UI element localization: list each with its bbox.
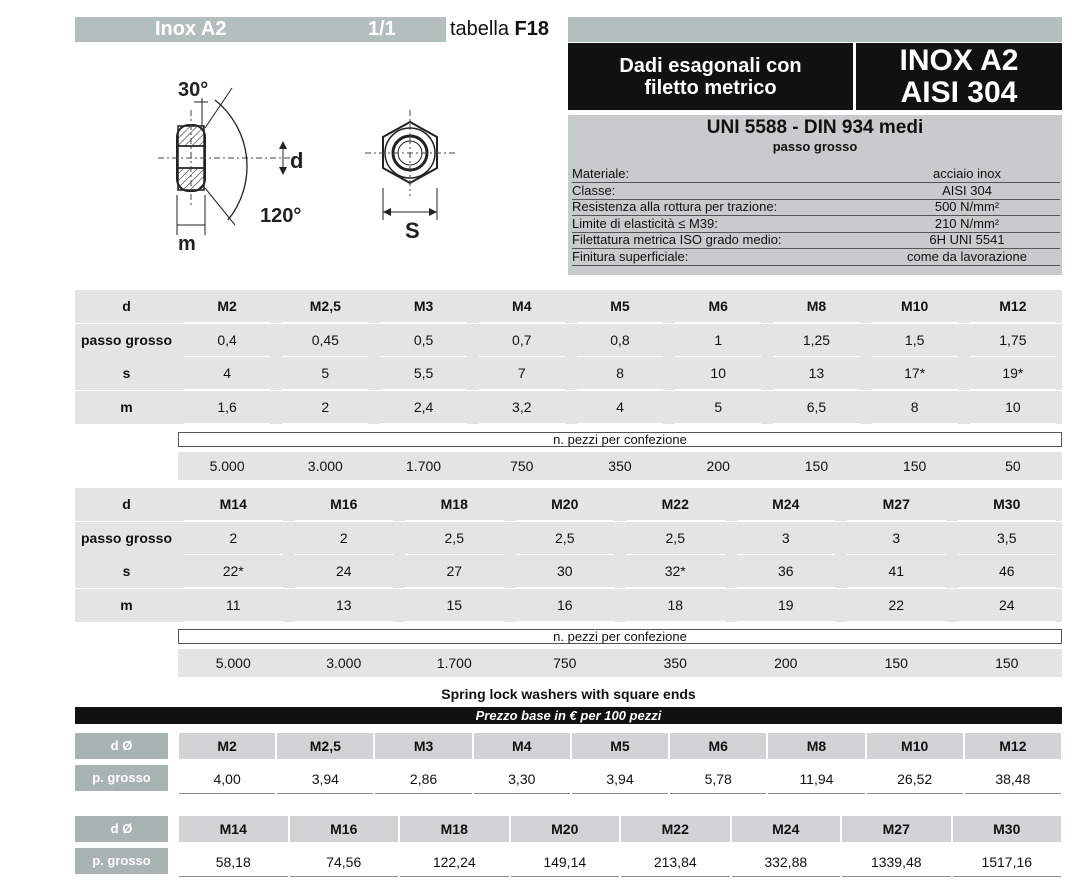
cell-divider	[577, 423, 663, 424]
value-cell: 0,45	[311, 331, 339, 348]
value-cell: 22*	[222, 563, 244, 579]
size-cell: M12	[999, 298, 1027, 314]
pack-quantity: 5.000	[215, 655, 251, 671]
value-cell: 36	[777, 563, 794, 579]
table-row	[75, 522, 1062, 555]
cell-divider	[184, 423, 270, 424]
size-cell: M18	[440, 496, 468, 512]
property-label: Filettatura metrica ISO grado medio:	[572, 232, 782, 247]
value-cell: 19	[777, 596, 794, 613]
product-title-line1: Dadi esagonali con	[619, 54, 802, 77]
cell-divider	[282, 423, 368, 424]
pack-quantity: 200	[706, 458, 730, 474]
value-cell: 0,7	[512, 331, 532, 348]
value-cell: 1	[714, 331, 723, 348]
value-cell: 22	[888, 596, 905, 613]
pack-quantity: 150	[884, 655, 908, 671]
property-row	[572, 166, 1060, 183]
price-size-cell: M16	[290, 816, 399, 842]
price-value-cell: 332,88	[732, 848, 841, 877]
property-value: 500 N/mm²	[934, 199, 1000, 214]
price-value-cell: 58,18	[179, 848, 288, 877]
size-cell: M3	[413, 298, 434, 314]
price-label-pitch: p. grosso	[75, 765, 168, 791]
price-size-cell: M4	[474, 733, 570, 759]
property-value: 210 N/mm²	[934, 215, 1000, 231]
row-label: d	[122, 298, 131, 314]
pack-label-1: n. pezzi per confezione	[178, 432, 1062, 447]
cell-divider	[958, 621, 1057, 622]
table-row	[75, 324, 1062, 357]
value-cell: 1,75	[999, 331, 1027, 348]
value-cell: 2,5	[444, 529, 464, 546]
value-cell: 19*	[1002, 365, 1024, 381]
pack-quantity: 200	[774, 655, 798, 671]
price-value-cell: 74,56	[290, 848, 399, 877]
value-cell: 1,6	[217, 398, 237, 415]
property-row	[572, 199, 1060, 216]
price-label-size: d Ø	[75, 816, 168, 842]
value-cell: 24	[998, 596, 1015, 613]
value-cell: 17*	[904, 365, 926, 381]
price-size-cell: M22	[621, 816, 730, 842]
cell-divider	[184, 621, 283, 622]
property-row	[572, 216, 1060, 233]
angle-top-label: 30°	[178, 79, 209, 101]
price-value-cell: 3,30	[474, 765, 570, 794]
size-cell: M20	[551, 496, 579, 512]
table-row	[75, 391, 1062, 424]
size-cell: M5	[610, 298, 630, 314]
price-value-cell: 213,84	[621, 848, 730, 877]
row-label: s	[122, 563, 131, 579]
table-code: F18	[514, 18, 549, 40]
pack-row-1	[178, 452, 1062, 480]
value-cell: 41	[888, 563, 905, 579]
row-label: s	[122, 365, 131, 381]
cell-divider	[872, 423, 958, 424]
price-size-cell: M2,5	[277, 733, 373, 759]
price-value-cell: 5,78	[670, 765, 766, 794]
price-value-cell: 4,00	[179, 765, 275, 794]
property-label: Finitura superficiale:	[572, 248, 689, 264]
cell-divider	[970, 423, 1056, 424]
price-size-cell: M5	[572, 733, 668, 759]
price-value-cell: 3,94	[277, 765, 373, 794]
value-cell: 13	[335, 596, 352, 613]
product-title	[568, 43, 853, 110]
value-cell: 2,5	[555, 529, 575, 546]
property-label: Resistenza alla rottura per trazione:	[572, 199, 778, 214]
header-material: Inox A2	[155, 18, 227, 40]
value-cell: 5,5	[413, 365, 434, 381]
pack-quantity: 1.700	[436, 655, 472, 671]
price-size-cell: M10	[867, 733, 963, 759]
cell-divider	[847, 621, 946, 622]
table-code-label	[446, 17, 568, 42]
value-cell: 8	[616, 365, 624, 381]
value-cell: 2	[339, 529, 348, 546]
size-cell: M6	[708, 298, 728, 314]
pack-label-2: n. pezzi per confezione	[178, 629, 1062, 644]
pack-quantity: 1.700	[406, 458, 442, 474]
price-size-cell: M20	[511, 816, 620, 842]
cell-divider	[516, 621, 615, 622]
row-label: d	[122, 496, 131, 512]
value-cell: 18	[667, 596, 684, 613]
d-dimension-label: d	[290, 148, 304, 173]
product-title-line2: filetto metrico	[644, 76, 777, 99]
material-line1: INOX A2	[899, 44, 1019, 77]
value-cell: 46	[998, 563, 1015, 579]
size-cell: M10	[901, 298, 929, 314]
value-cell: 2	[229, 529, 238, 546]
value-cell: 27	[446, 563, 463, 579]
norm-title: UNI 5588 - DIN 934 medi	[706, 117, 924, 138]
price-value-cell: 1517,16	[953, 848, 1062, 877]
header-page: 1/1	[368, 18, 396, 40]
value-cell: 6,5	[806, 398, 827, 415]
value-cell: 0,8	[610, 331, 630, 348]
pack-quantity: 350	[663, 655, 687, 671]
value-cell: 24	[335, 563, 352, 579]
cell-divider	[626, 621, 725, 622]
price-size-cell: M30	[953, 816, 1062, 842]
cell-divider	[773, 423, 859, 424]
size-cell: M14	[219, 496, 247, 512]
size-cell: M27	[882, 496, 910, 512]
material-box	[856, 43, 1062, 110]
property-label: Limite di elasticità ≤ M39:	[572, 215, 718, 231]
pack-quantity: 3.000	[307, 458, 343, 474]
size-cell: M2	[217, 298, 237, 314]
price-value-cell: 3,94	[572, 765, 668, 794]
table-row	[75, 589, 1062, 622]
price-value-cell: 149,14	[511, 848, 620, 877]
price-value-cell: 38,48	[965, 765, 1061, 794]
value-cell: 32*	[664, 563, 686, 579]
pack-quantity: 750	[553, 655, 577, 671]
row-label: passo grosso	[80, 331, 173, 348]
value-cell: 3,5	[997, 529, 1017, 546]
price-value-cell: 11,94	[768, 765, 864, 794]
value-cell: 11	[225, 596, 241, 613]
pack-row-2	[178, 649, 1062, 677]
table-row	[75, 488, 1062, 521]
size-cell: M16	[330, 496, 358, 512]
price-label-size: d Ø	[75, 733, 168, 759]
property-value: acciaio inox	[933, 166, 1001, 181]
price-value-cell: 122,24	[400, 848, 509, 877]
price-value-cell: 26,52	[867, 765, 963, 794]
value-cell: 0,4	[217, 331, 237, 348]
value-cell: 7	[517, 365, 526, 381]
pack-quantity: 350	[608, 458, 632, 474]
value-cell: 3,2	[512, 398, 532, 415]
cell-divider	[380, 423, 466, 424]
value-cell: 30	[556, 563, 573, 579]
value-cell: 5	[321, 365, 330, 381]
cell-divider	[675, 423, 761, 424]
value-cell: 4	[223, 365, 231, 381]
cell-divider	[295, 621, 394, 622]
value-cell: 10	[710, 365, 726, 381]
property-label: Classe:	[572, 182, 616, 198]
row-label: passo grosso	[80, 529, 173, 546]
size-cell: M4	[512, 298, 532, 314]
property-value: come da lavorazione	[907, 248, 1027, 264]
price-value-cell: 1339,48	[842, 848, 951, 877]
value-cell: 15	[446, 596, 463, 613]
price-size-cell: M27	[842, 816, 951, 842]
value-cell: 3	[781, 529, 790, 546]
cell-divider	[405, 621, 504, 622]
pack-quantity: 3.000	[326, 655, 362, 671]
m-dimension-label: m	[178, 233, 196, 255]
value-cell: 0,5	[413, 331, 434, 348]
norm-subtitle: passo grosso	[772, 139, 858, 154]
table-row	[75, 357, 1062, 390]
value-cell: 4	[616, 398, 624, 415]
value-cell: 1,25	[802, 331, 831, 348]
price-size-cell: M18	[400, 816, 509, 842]
pack-quantity: 750	[510, 458, 534, 474]
property-label: Materiale:	[572, 166, 630, 181]
table-row	[75, 555, 1062, 588]
property-value: AISI 304	[942, 182, 992, 198]
row-label: m	[120, 596, 133, 613]
property-value: 6H UNI 5541	[929, 232, 1005, 247]
value-cell: 10	[1005, 398, 1021, 415]
value-cell: 1,5	[904, 331, 925, 348]
angle-side-label: 120°	[260, 205, 302, 227]
front-view	[365, 110, 455, 220]
price-header-bar: Prezzo base in € per 100 pezzi	[75, 707, 1062, 724]
value-cell: 3	[892, 529, 901, 546]
value-cell: 5	[714, 398, 723, 415]
price-size-cell: M24	[732, 816, 841, 842]
material-line2: AISI 304	[900, 76, 1018, 109]
price-value-cell: 2,86	[375, 765, 471, 794]
price-size-cell: M14	[179, 816, 288, 842]
size-cell: M22	[661, 496, 689, 512]
property-row	[572, 183, 1060, 200]
pack-quantity: 150	[995, 655, 1019, 671]
table-prefix: tabella	[450, 18, 515, 40]
row-label: m	[120, 398, 133, 415]
header-bar	[75, 17, 1062, 42]
property-row	[572, 232, 1060, 249]
size-cell: M30	[993, 496, 1021, 512]
cell-divider	[737, 621, 836, 622]
pack-quantity: 150	[804, 458, 829, 474]
spring-washers-title: Spring lock washers with square ends	[441, 686, 696, 702]
property-row	[572, 249, 1060, 266]
pack-quantity: 5.000	[209, 458, 245, 474]
nut-drawing	[150, 60, 460, 280]
price-size-cell: M12	[965, 733, 1061, 759]
size-cell: M24	[772, 496, 800, 512]
cell-divider	[479, 423, 565, 424]
table-row	[75, 290, 1062, 323]
price-label-pitch: p. grosso	[75, 848, 168, 874]
price-size-cell: M2	[179, 733, 275, 759]
price-size-cell: M6	[670, 733, 766, 759]
pack-quantity: 50	[1005, 458, 1021, 474]
value-cell: 13	[808, 365, 825, 381]
value-cell: 2	[321, 398, 330, 415]
size-cell: M2,5	[309, 298, 341, 314]
value-cell: 2,5	[665, 529, 685, 546]
value-cell: 16	[556, 596, 573, 613]
value-cell: 2,4	[413, 398, 434, 415]
price-size-cell: M8	[768, 733, 864, 759]
norm-box	[568, 115, 1062, 275]
value-cell: 8	[910, 398, 919, 415]
pack-quantity: 150	[902, 458, 927, 474]
price-size-cell: M3	[375, 733, 471, 759]
size-cell: M8	[806, 298, 827, 314]
s-dimension-label: S	[405, 218, 420, 243]
